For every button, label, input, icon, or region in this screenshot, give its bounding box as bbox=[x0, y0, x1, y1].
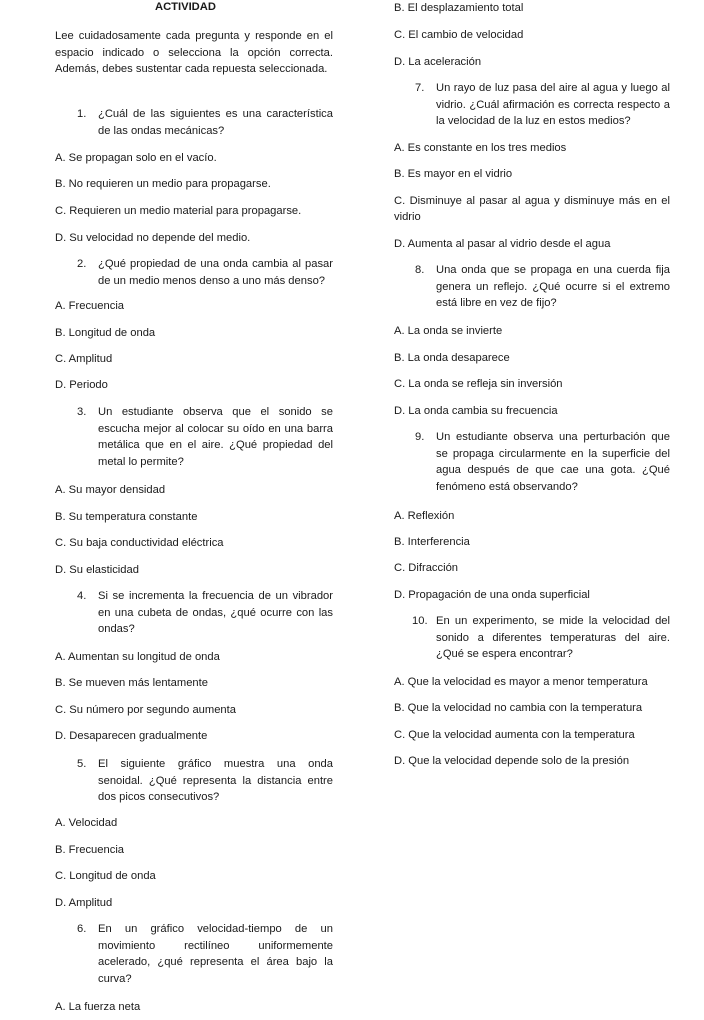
option-q9-d[interactable]: D. Propagación de una onda superficial bbox=[394, 589, 590, 601]
option-q1-c[interactable]: C. Requieren un medio material para propagarse. bbox=[55, 205, 302, 217]
option-q3-a[interactable]: A. Su mayor densidad bbox=[55, 484, 166, 496]
question-text: Un estudiante observa una perturbación que se propaga circularmente en la superficie del agua después de que cae una gota. ¿Qué fenómeno está observando? bbox=[436, 431, 670, 493]
question-number: 4. bbox=[77, 590, 87, 602]
option-q10-c[interactable]: C. Que la velocidad aumenta con la temperatura bbox=[394, 729, 635, 741]
question-text: Un rayo de luz pasa del aire al agua y luego al vidrio. ¿Cuál afirmación es correcta respecto a la velocidad de la luz en estos medios? bbox=[436, 82, 670, 127]
option-q8-a[interactable]: A. La onda se invierte bbox=[394, 325, 503, 337]
question-9 bbox=[415, 429, 670, 495]
question-7 bbox=[415, 80, 670, 130]
question-text: Un estudiante observa que el sonido se escucha mejor al colocar su oído en una barra metálica que en el aire. ¿Qué propiedad del metal lo permite? bbox=[98, 406, 333, 468]
option-q4-d[interactable]: D. Desaparecen gradualmente bbox=[55, 730, 208, 742]
question-number: 3. bbox=[77, 406, 87, 418]
option-q5-b[interactable]: B. Frecuencia bbox=[55, 844, 125, 856]
question-number: 9. bbox=[415, 431, 425, 443]
activity-title: ACTIVIDAD bbox=[155, 1, 216, 13]
option-q1-b[interactable]: B. No requieren un medio para propagarse. bbox=[55, 178, 271, 190]
question-number: 10. bbox=[412, 615, 428, 627]
option-q5-a[interactable]: A. Velocidad bbox=[55, 817, 118, 829]
question-number: 2. bbox=[77, 258, 87, 270]
question-text: ¿Qué propiedad de una onda cambia al pasar de un medio menos denso a uno más denso? bbox=[98, 258, 333, 287]
option-q7-a[interactable]: A. Es constante en los tres medios bbox=[394, 142, 567, 154]
option-q6-b[interactable]: B. El desplazamiento total bbox=[394, 2, 524, 14]
option-q1-d[interactable]: D. Su velocidad no depende del medio. bbox=[55, 232, 251, 244]
question-3 bbox=[77, 404, 333, 470]
question-5 bbox=[77, 756, 333, 806]
option-q10-a[interactable]: A. Que la velocidad es mayor a menor temperatura bbox=[394, 676, 648, 688]
question-text: Una onda que se propaga en una cuerda fija genera un reflejo. ¿Qué ocurre si el extremo está libre en vez de fijo? bbox=[436, 264, 670, 309]
question-text: En un gráfico velocidad-tiempo de un movimiento rectilíneo uniformemente acelerado, ¿qué representa el área bajo la curva? bbox=[98, 923, 333, 985]
option-q10-d[interactable]: D. Que la velocidad depende solo de la presión bbox=[394, 755, 630, 767]
option-q3-d[interactable]: D. Su elasticidad bbox=[55, 564, 139, 576]
question-2 bbox=[77, 256, 333, 289]
option-q2-a[interactable]: A. Frecuencia bbox=[55, 300, 125, 312]
option-q3-b[interactable]: B. Su temperatura constante bbox=[55, 511, 198, 523]
option-q3-c[interactable]: C. Su baja conductividad eléctrica bbox=[55, 537, 224, 549]
question-text: El siguiente gráfico muestra una onda senoidal. ¿Qué representa la distancia entre dos picos consecutivos? bbox=[98, 758, 333, 803]
option-q10-b[interactable]: B. Que la velocidad no cambia con la temperatura bbox=[394, 702, 643, 714]
instructions: Lee cuidadosamente cada pregunta y responde en el espacio indicado o selecciona la opción correcta. Además, debes sustentar cada repuesta seleccionada. bbox=[55, 30, 333, 75]
option-q8-d[interactable]: D. La onda cambia su frecuencia bbox=[394, 405, 558, 417]
question-number: 6. bbox=[77, 923, 87, 935]
option-q7-c[interactable]: C. Disminuye al pasar al agua y disminuye más en el vidrio bbox=[394, 195, 670, 223]
question-10 bbox=[412, 613, 670, 663]
option-q7-b[interactable]: B. Es mayor en el vidrio bbox=[394, 168, 513, 180]
option-q1-a[interactable]: A. Se propagan solo en el vacío. bbox=[55, 152, 217, 164]
question-text: En un experimento, se mide la velocidad del sonido a diferentes temperaturas del aire. ¿Qué se espera encontrar? bbox=[436, 615, 670, 660]
option-q4-a[interactable]: A. Aumentan su longitud de onda bbox=[55, 651, 220, 663]
option-q5-c[interactable]: C. Longitud de onda bbox=[55, 870, 156, 882]
option-q6-c[interactable]: C. El cambio de velocidad bbox=[394, 29, 524, 41]
option-q8-c[interactable]: C. La onda se refleja sin inversión bbox=[394, 378, 563, 390]
question-text: Si se incrementa la frecuencia de un vibrador en una cubeta de ondas, ¿qué ocurre con las ondas? bbox=[98, 590, 333, 635]
question-number: 8. bbox=[415, 264, 425, 276]
option-q2-b[interactable]: B. Longitud de onda bbox=[55, 327, 156, 339]
question-8 bbox=[415, 262, 670, 312]
option-q9-c[interactable]: C. Difracción bbox=[394, 562, 459, 574]
option-q9-a[interactable]: A. Reflexión bbox=[394, 510, 455, 522]
option-q9-b[interactable]: B. Interferencia bbox=[394, 536, 470, 548]
option-q8-b[interactable]: B. La onda desaparece bbox=[394, 352, 510, 364]
option-q4-c[interactable]: C. Su número por segundo aumenta bbox=[55, 704, 236, 716]
option-q5-d[interactable]: D. Amplitud bbox=[55, 897, 113, 909]
question-number: 7. bbox=[415, 82, 425, 94]
question-6 bbox=[77, 921, 333, 987]
question-1 bbox=[77, 106, 333, 139]
question-number: 1. bbox=[77, 108, 87, 120]
question-number: 5. bbox=[77, 758, 87, 770]
option-q6-d[interactable]: D. La aceleración bbox=[394, 56, 482, 68]
option-q2-d[interactable]: D. Periodo bbox=[55, 379, 108, 391]
option-q4-b[interactable]: B. Se mueven más lentamente bbox=[55, 677, 208, 689]
option-q2-c[interactable]: C. Amplitud bbox=[55, 353, 113, 365]
option-q6-a[interactable]: A. La fuerza neta bbox=[55, 1001, 141, 1013]
question-4 bbox=[77, 588, 333, 638]
question-text: ¿Cuál de las siguientes es una característica de las ondas mecánicas? bbox=[98, 108, 333, 137]
option-q7-d[interactable]: D. Aumenta al pasar al vidrio desde el agua bbox=[394, 238, 611, 250]
